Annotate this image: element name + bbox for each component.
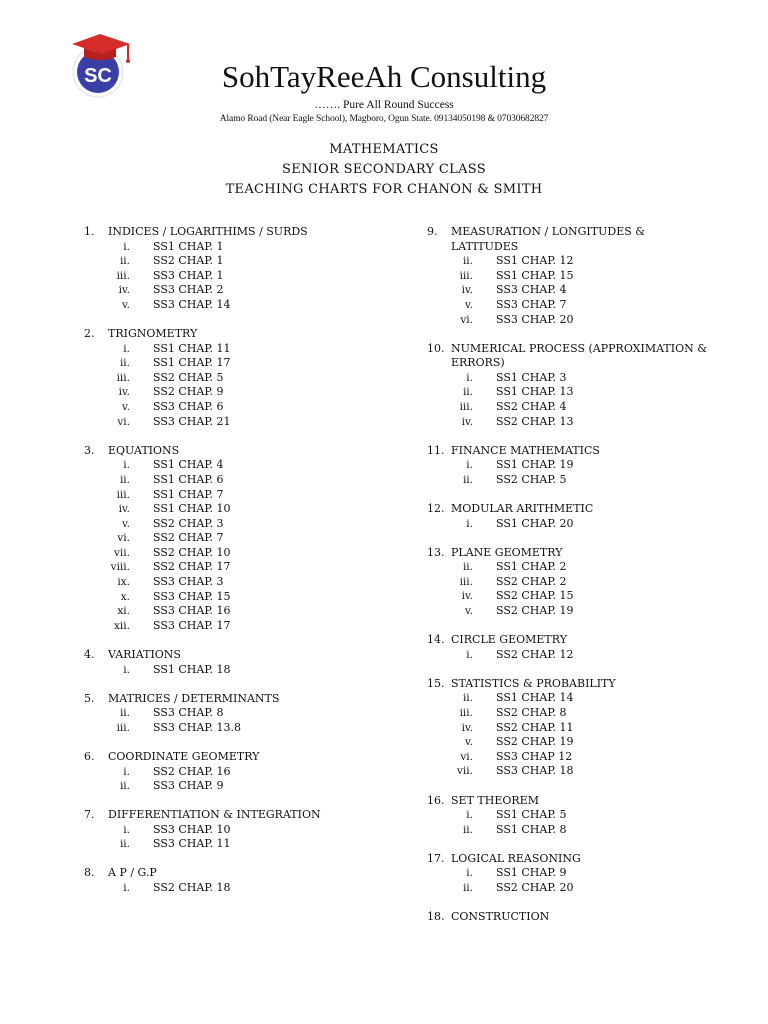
chapter-item-numeral: iii. — [116, 721, 130, 734]
chapter-item — [427, 589, 727, 604]
chapter-item-label: SS2 CHAP. 7 — [153, 531, 224, 545]
chapter-item-label: SS3 CHAP. 21 — [153, 414, 231, 428]
chapter-item-label: SS2 CHAP. 2 — [496, 574, 567, 588]
topic-title: NUMERICAL PROCESS (APPROXIMATION & — [451, 341, 708, 355]
chapter-item — [427, 750, 727, 765]
chapter-item — [84, 415, 404, 430]
chapter-item-numeral: ii. — [462, 881, 473, 894]
chapter-item — [427, 283, 727, 298]
chapter-item-label: SS1 CHAP. 3 — [496, 370, 567, 384]
topic-number: 9. — [427, 225, 438, 238]
chapter-item-numeral: vii. — [457, 765, 473, 778]
chapter-item-label: SS3 CHAP. 7 — [496, 297, 567, 311]
chapter-item — [84, 517, 404, 532]
topic-heading — [427, 633, 727, 648]
chapter-item-numeral: viii. — [110, 561, 130, 574]
chapter-item-label: SS2 CHAP. 10 — [153, 545, 231, 559]
topic-heading — [427, 910, 727, 925]
topic-heading — [84, 750, 404, 765]
chapter-item — [427, 458, 727, 473]
chapter-item-numeral: v. — [464, 605, 473, 618]
topic-block — [427, 633, 727, 662]
chapter-item — [427, 473, 727, 488]
chapter-item — [84, 488, 404, 503]
topic-block — [84, 648, 404, 677]
topic-number: 17. — [427, 851, 445, 865]
chapter-item-label: SS2 CHAP. 4 — [496, 400, 567, 414]
logo-text: SC — [84, 65, 112, 87]
chapter-item-label: SS3 CHAP. 10 — [153, 822, 231, 836]
chapter-item — [84, 240, 404, 255]
chapter-item-numeral: ii. — [119, 780, 130, 793]
chapter-item-label: SS1 CHAP. 2 — [496, 560, 567, 574]
chapter-item — [84, 837, 404, 852]
chapter-item-label: SS2 CHAP. 17 — [153, 560, 231, 574]
topic-block — [84, 692, 404, 736]
topic-number: 13. — [427, 545, 445, 559]
address-line: Alamo Road (Near Eagle School), Magboro, Ogun State. 09134050198 & 07030682827 — [219, 114, 549, 124]
topic-heading — [84, 225, 404, 240]
topic-block — [427, 444, 727, 488]
chapter-item-label: SS1 CHAP. 6 — [153, 472, 224, 486]
topic-number: 10. — [427, 341, 445, 355]
chapter-item-numeral: i. — [123, 823, 130, 836]
topic-number: 2. — [84, 327, 95, 341]
chapter-item — [427, 604, 727, 619]
chapter-item-label: SS3 CHAP. 13.8 — [153, 720, 241, 734]
chapter-item-label: SS1 CHAP. 7 — [153, 487, 224, 501]
chapter-item-label: SS3 CHAP. 15 — [153, 589, 231, 603]
chapter-item-label: SS3 CHAP. 4 — [496, 283, 567, 297]
topic-block — [84, 808, 404, 852]
topic-heading — [427, 546, 727, 561]
topic-heading — [84, 648, 404, 663]
chapter-item-numeral: iv. — [461, 721, 473, 734]
chapter-item-numeral: i. — [123, 342, 130, 355]
chapter-item — [427, 385, 727, 400]
chapter-item — [84, 356, 404, 371]
topic-number: 8. — [84, 866, 95, 880]
topic-heading — [427, 225, 727, 254]
chapter-item-label: SS1 CHAP. 1 — [153, 239, 224, 253]
chapter-item-numeral: ii. — [119, 838, 130, 851]
left-topic-column — [84, 225, 404, 910]
chapter-item-numeral: v. — [464, 736, 473, 749]
topic-number: 7. — [84, 808, 95, 822]
chapter-item-label: SS1 CHAP. 10 — [153, 502, 231, 516]
chapter-item-numeral: i. — [466, 517, 473, 530]
chapter-item — [427, 808, 727, 823]
chapter-item-numeral: iv. — [461, 415, 473, 428]
topic-block — [427, 910, 727, 925]
topic-heading — [427, 502, 727, 517]
chapter-item-numeral: xii. — [114, 619, 130, 632]
chapter-item — [84, 298, 404, 313]
topic-block — [84, 225, 404, 313]
topic-block — [427, 794, 727, 838]
chapter-item-label: SS1 CHAP. 15 — [496, 268, 574, 282]
topic-number: 5. — [84, 691, 95, 705]
company-name: SohTayReeAh Consulting — [221, 59, 547, 94]
chapter-item — [427, 866, 727, 881]
topic-title: INDICES / LOGARITHIMS / SURDS — [108, 225, 308, 238]
topic-number: 3. — [84, 443, 95, 457]
chapter-item-numeral: iii. — [459, 707, 473, 720]
topic-title: TRIGNOMETRY — [108, 327, 198, 341]
topic-title: COORDINATE GEOMETRY — [108, 749, 260, 763]
chapter-item — [427, 560, 727, 575]
chapter-item — [84, 342, 404, 357]
chapter-item-numeral: vi. — [460, 750, 473, 763]
chapter-item-label: SS2 CHAP. 11 — [496, 720, 574, 734]
chapter-item-numeral: vi. — [460, 313, 473, 326]
topic-block — [427, 502, 727, 531]
topic-heading — [427, 794, 727, 809]
chapter-item-label: SS1 CHAP. 18 — [153, 662, 231, 676]
chapter-item-label: SS3 CHAP. 18 — [496, 764, 574, 778]
chapter-item-label: SS2 CHAP. 8 — [496, 706, 567, 720]
chapter-item-label: SS2 CHAP. 9 — [153, 385, 224, 399]
chapter-item — [84, 779, 404, 794]
chapter-item — [427, 823, 727, 838]
chapter-item-label: SS2 CHAP. 19 — [496, 735, 574, 749]
topic-block — [84, 444, 404, 634]
chapter-item-numeral: i. — [123, 663, 130, 676]
chapter-item-numeral: ii. — [462, 823, 473, 836]
topic-title: SET THEOREM — [451, 793, 539, 807]
chapter-item-numeral: xi. — [117, 605, 130, 618]
topic-title: EQUATIONS — [108, 443, 180, 457]
topic-heading — [427, 677, 727, 692]
chapter-item — [84, 458, 404, 473]
topic-heading — [84, 444, 404, 459]
topic-title-continued: LATITUDES — [451, 239, 519, 253]
chapter-item — [427, 721, 727, 736]
chapter-item-numeral: ix. — [117, 576, 130, 589]
chapter-item-label: SS3 CHAP. 2 — [153, 283, 224, 297]
chapter-item — [427, 881, 727, 896]
chapter-item — [84, 663, 404, 678]
topic-number: 12. — [427, 502, 445, 515]
topic-number: 4. — [84, 647, 95, 661]
chapter-item-label: SS1 CHAP. 19 — [496, 458, 574, 472]
chapter-item — [84, 254, 404, 269]
topic-title: CIRCLE GEOMETRY — [451, 633, 567, 647]
chapter-item-numeral: iii. — [116, 269, 130, 282]
chapter-item — [427, 517, 727, 532]
chapter-item — [427, 735, 727, 750]
chapter-item — [427, 269, 727, 284]
topic-heading — [427, 852, 727, 867]
chapter-item-numeral: vi. — [117, 415, 130, 428]
topic-number: 16. — [427, 793, 445, 807]
chapter-item-label: SS2 CHAP. 12 — [496, 647, 574, 661]
topic-title: A P / G.P — [108, 866, 157, 880]
chapter-item-label: SS3 CHAP 12 — [496, 749, 573, 763]
chapter-item-numeral: iii. — [116, 371, 130, 384]
chapter-item-label: SS3 CHAP. 3 — [153, 575, 224, 589]
chapter-item — [84, 269, 404, 284]
chapter-item-label: SS1 CHAP. 13 — [496, 385, 574, 399]
topic-title: MEASURATION / LONGITUDES & — [451, 225, 646, 238]
chapter-item-label: SS2 CHAP. 5 — [153, 370, 224, 384]
chapter-item-numeral: i. — [466, 648, 473, 661]
chapter-item-numeral: x. — [120, 590, 130, 603]
chapter-item-numeral: v. — [121, 517, 130, 530]
chapter-item-numeral: iv. — [118, 386, 130, 399]
topic-title-continued: ERRORS) — [451, 356, 505, 370]
topic-block — [427, 546, 727, 619]
chapter-item-label: SS2 CHAP. 13 — [496, 414, 574, 428]
chapter-item-label: SS3 CHAP. 8 — [153, 706, 224, 720]
chapter-item-numeral: i. — [123, 882, 130, 895]
topic-block — [427, 342, 727, 430]
topic-number: 1. — [84, 225, 95, 238]
chapter-item-label: SS3 CHAP. 17 — [153, 618, 231, 632]
chapter-item-label: SS2 CHAP. 16 — [153, 764, 231, 778]
topic-block — [427, 677, 727, 779]
topic-number: 11. — [427, 443, 445, 457]
chapter-item-numeral: i. — [466, 371, 473, 384]
topic-title: MATRICES / DETERMINANTS — [108, 691, 280, 705]
chapter-item-numeral: v. — [121, 401, 130, 414]
chapter-item-numeral: ii. — [462, 386, 473, 399]
chapter-item — [84, 619, 404, 634]
chapter-item — [84, 502, 404, 517]
chapter-item-numeral: i. — [123, 765, 130, 778]
chapter-item-numeral: iii. — [116, 488, 130, 501]
chapter-item — [84, 400, 404, 415]
chapter-item-label: SS1 CHAP. 17 — [153, 356, 231, 370]
topic-title: STATISTICS & PROBABILITY — [451, 676, 616, 690]
tagline: ……. Pure All Round Success — [314, 99, 454, 111]
chapter-item-label: SS3 CHAP. 14 — [153, 297, 231, 311]
subject-title: MATHEMATICS — [329, 142, 439, 157]
topic-heading — [427, 342, 727, 371]
chapter-item-numeral: i. — [466, 867, 473, 880]
chapter-item — [427, 764, 727, 779]
chapter-item-label: SS3 CHAP. 9 — [153, 779, 224, 793]
chapter-item-numeral: i. — [123, 240, 130, 253]
topic-title: FINANCE MATHEMATICS — [451, 443, 600, 457]
chapter-item-label: SS3 CHAP. 6 — [153, 400, 224, 414]
chapter-item-label: SS3 CHAP. 16 — [153, 604, 231, 618]
chapter-item-numeral: ii. — [119, 255, 130, 268]
topic-title: PLANE GEOMETRY — [451, 545, 563, 559]
chapter-item-numeral: v. — [464, 298, 473, 311]
chapter-item — [84, 560, 404, 575]
chapter-item-label: SS1 CHAP. 8 — [496, 822, 567, 836]
chart-title: TEACHING CHARTS FOR CHANON & SMITH — [225, 182, 543, 197]
chapter-item — [427, 575, 727, 590]
chapter-item — [427, 648, 727, 663]
topic-number: 18. — [427, 910, 445, 924]
chapter-item — [84, 385, 404, 400]
chapter-item — [84, 531, 404, 546]
chapter-item-numeral: vii. — [114, 546, 130, 559]
chapter-item — [427, 691, 727, 706]
topic-number: 15. — [427, 676, 445, 690]
chapter-item-numeral: i. — [466, 459, 473, 472]
chapter-item-label: SS1 CHAP. 12 — [496, 254, 574, 268]
topic-block — [427, 225, 727, 327]
chapter-item-label: SS3 CHAP. 1 — [153, 268, 224, 282]
chapter-item — [84, 371, 404, 386]
topic-title: VARIATIONS — [108, 647, 181, 661]
chapter-item-label: SS1 CHAP. 9 — [496, 866, 567, 880]
chapter-item — [427, 254, 727, 269]
chapter-item — [427, 400, 727, 415]
chapter-item — [84, 590, 404, 605]
chapter-item-numeral: ii. — [462, 255, 473, 268]
chapter-item-numeral: iv. — [118, 503, 130, 516]
chapter-item-numeral: iv. — [461, 590, 473, 603]
chapter-item-numeral: vi. — [117, 532, 130, 545]
chapter-item — [427, 298, 727, 313]
chapter-item-numeral: iii. — [459, 269, 473, 282]
chapter-item-label: SS2 CHAP. 1 — [153, 254, 224, 268]
topic-heading — [84, 327, 404, 342]
chapter-item-label: SS3 CHAP. 11 — [153, 837, 231, 851]
document-subtitles — [0, 140, 768, 200]
chapter-item-numeral: i. — [466, 809, 473, 822]
topic-title: MODULAR ARITHMETIC — [451, 502, 594, 515]
chapter-item-label: SS2 CHAP. 20 — [496, 880, 574, 894]
chapter-item-numeral: ii. — [462, 473, 473, 486]
right-topic-column — [427, 225, 727, 939]
chapter-item-label: SS2 CHAP. 19 — [496, 604, 574, 618]
chapter-item-label: SS2 CHAP. 5 — [496, 472, 567, 486]
chapter-item — [84, 706, 404, 721]
chapter-item-numeral: ii. — [462, 692, 473, 705]
chapter-item-label: SS2 CHAP. 18 — [153, 881, 231, 895]
chapter-item-label: SS1 CHAP. 5 — [496, 808, 567, 822]
chapter-item-label: SS1 CHAP. 11 — [153, 341, 231, 355]
chapter-item — [84, 823, 404, 838]
chapter-item — [427, 371, 727, 386]
chapter-item-numeral: ii. — [119, 473, 130, 486]
chapter-item-numeral: ii. — [462, 561, 473, 574]
topic-block — [84, 327, 404, 429]
chapter-item-numeral: iv. — [118, 284, 130, 297]
chapter-item-numeral: i. — [123, 459, 130, 472]
chapter-item-numeral: iii. — [459, 575, 473, 588]
chapter-item — [84, 721, 404, 736]
chapter-item-numeral: ii. — [119, 707, 130, 720]
chapter-item-label: SS3 CHAP. 20 — [496, 312, 574, 326]
chapter-item — [84, 575, 404, 590]
topic-heading — [84, 866, 404, 881]
chapter-item-numeral: ii. — [119, 357, 130, 370]
chapter-item-numeral: iii. — [459, 401, 473, 414]
chapter-item — [84, 473, 404, 488]
topic-heading — [84, 808, 404, 823]
chapter-item-numeral: v. — [121, 298, 130, 311]
chapter-item — [84, 604, 404, 619]
chapter-item — [427, 706, 727, 721]
chapter-item-label: SS1 CHAP. 20 — [496, 516, 574, 530]
topic-heading — [427, 444, 727, 459]
class-title: SENIOR SECONDARY CLASS — [282, 162, 486, 177]
topic-block — [84, 866, 404, 895]
chapter-item-numeral: iv. — [461, 284, 473, 297]
chapter-item-label: SS1 CHAP. 14 — [496, 691, 574, 705]
chapter-item — [84, 765, 404, 780]
chapter-item — [84, 546, 404, 561]
topic-title: DIFFERENTIATION & INTEGRATION — [108, 808, 321, 822]
topic-block — [427, 852, 727, 896]
topic-block — [84, 750, 404, 794]
chapter-item — [427, 313, 727, 328]
topic-heading — [84, 692, 404, 707]
chapter-item — [84, 283, 404, 298]
topic-number: 6. — [84, 749, 95, 763]
chapter-item-label: SS2 CHAP. 3 — [153, 516, 224, 530]
topic-number: 14. — [427, 633, 445, 647]
chapter-item — [427, 415, 727, 430]
chapter-item — [84, 881, 404, 896]
chapter-item-label: SS2 CHAP. 15 — [496, 589, 574, 603]
topic-title: LOGICAL REASONING — [451, 851, 581, 865]
chapter-item-label: SS1 CHAP. 4 — [153, 458, 224, 472]
topic-title: CONSTRUCTION — [451, 910, 550, 924]
